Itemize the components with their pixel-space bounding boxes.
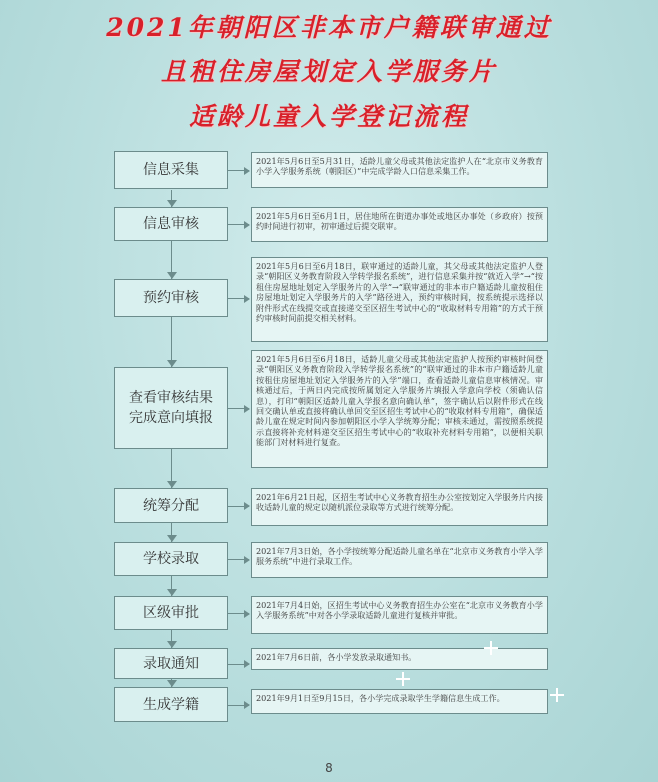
flow-step-description: 2021年7月4日始，区招生考试中心义务教育招生办公室在“北京市义务教育小学入学服务系统”中对各小学录取适龄儿童进行复核并审批。 [251,596,548,634]
connector-arrow-icon [244,701,250,709]
flow-step-description: 2021年6月21日起，区招生考试中心义务教育招生办公室按划定入学服务片内接收适龄儿童的规定以随机派位录取等方式进行统筹分配。 [251,488,548,526]
flow-step-box [114,207,228,241]
flow-step-box [114,151,228,189]
title-line-2: 且租住房屋划定入学服务片 [160,57,497,86]
down-arrow-icon [167,481,177,488]
flow-step-label: 生成学籍 [143,696,199,713]
connector-arrow-icon [244,221,250,229]
down-arrow-icon [167,200,177,207]
sparkle-decoration [396,672,410,686]
flow-step-label: 学校录取 [143,551,199,567]
down-arrow-icon [167,272,177,279]
title-line-3: 适龄儿童入学登记流程 [188,102,469,131]
flow-step-label: 信息采集 [143,162,199,178]
flow-step-box [114,367,228,449]
connector-arrow-icon [244,167,250,175]
down-arrow-icon [167,680,177,687]
flow-step-box [114,648,228,679]
flow-step-description: 2021年7月6日前，各小学发放录取通知书。 [251,648,548,670]
connector-arrow-icon [244,660,250,668]
connector-arrow-icon [244,295,250,303]
flow-step-label: 区级审批 [143,605,199,621]
sparkle-decoration [484,641,498,655]
flow-step-description: 2021年5月6日至6月1日，居住地所在街道办事处或地区办事处（乡政府）按预约时间进行初审，初审通过后提交联审。 [251,207,548,242]
flow-step-label: 统筹分配 [143,497,199,514]
down-arrow-icon [167,641,177,648]
flow-step-box [114,542,228,576]
down-arrow-icon [167,535,177,542]
flow-step-box [114,687,228,722]
flow-step-label: 信息审核 [143,216,199,232]
flow-step-description: 2021年7月3日始，各小学按统筹分配适龄儿童名单在“北京市义务教育小学入学服务系统”中进行录取工作。 [251,542,548,578]
flow-step-label: 查看审核结果 完成意向填报 [129,390,213,426]
flow-step-label: 预约审核 [143,290,199,306]
down-arrow-icon [167,589,177,596]
flow-step-description: 2021年5月6日至5月31日，适龄儿童父母或其他法定监护人在“北京市义务教育小学入学服务系统（朝阳区）”中完成学龄人口信息采集工作。 [251,152,548,188]
connector-arrow-icon [244,405,250,413]
flow-step-description: 2021年5月6日至6月18日，适龄儿童父母或其他法定监护人按预约审核时间登录“朝阳区义务教育阶段入学转学报名系统”的“联审通过的非本市户籍适龄儿童按租住房屋地址划定入学服务片的入学”端口，查看适龄儿童信息审核情况。审核通过后，于两日内完成按所属划定入学服务片填报入学意向学校（须确认信息），打印“朝阳区适龄儿童入学报名意向确认单”，签字确认后以附件形式在线回交确认单或直接将确认单回交至区招生考试中心的“收取材料专用箱”，确保适龄儿童在规定时间内参加朝阳区小学入学统筹分配；审核未通过，需按照系统提示直接将补充材料递交至区招生考试中心的“收取补充材料专用箱”，以便相关职能部门对材料进行复查。 [251,350,548,468]
flow-step-box [114,596,228,630]
title-line-1: 2021年朝阳区非本市户籍联审通过 [106,13,552,42]
connector-arrow-icon [244,502,250,510]
flow-step-description: 2021年5月6日至6月18日，联审通过的适龄儿童，其父母或其他法定监护人登录“朝阳区义务教育阶段入学转学报名系统”，进行信息采集并按“就近入学”→“按租住房屋地址划定入学服务片的入学”→“联审通过的非本市户籍适龄儿童按租住房屋地址划定入学服务片的入学”路径进入，预约审核时间，按系统提示选择以附件形式在线提交或直接递交至区招生考试中心的“收取材料专用箱”的方式于预约审核时间前提交相关材料。 [251,257,548,342]
page-number: 8 [325,761,333,775]
flow-step-box [114,279,228,317]
sparkle-decoration [550,688,564,702]
flow-step-box [114,488,228,523]
flow-step-description: 2021年9月1日至9月15日，各小学完成录取学生学籍信息生成工作。 [251,689,548,714]
flow-step-label: 录取通知 [143,655,199,672]
down-arrow-icon [167,360,177,367]
connector-arrow-icon [244,556,250,564]
connector-arrow-icon [244,610,250,618]
